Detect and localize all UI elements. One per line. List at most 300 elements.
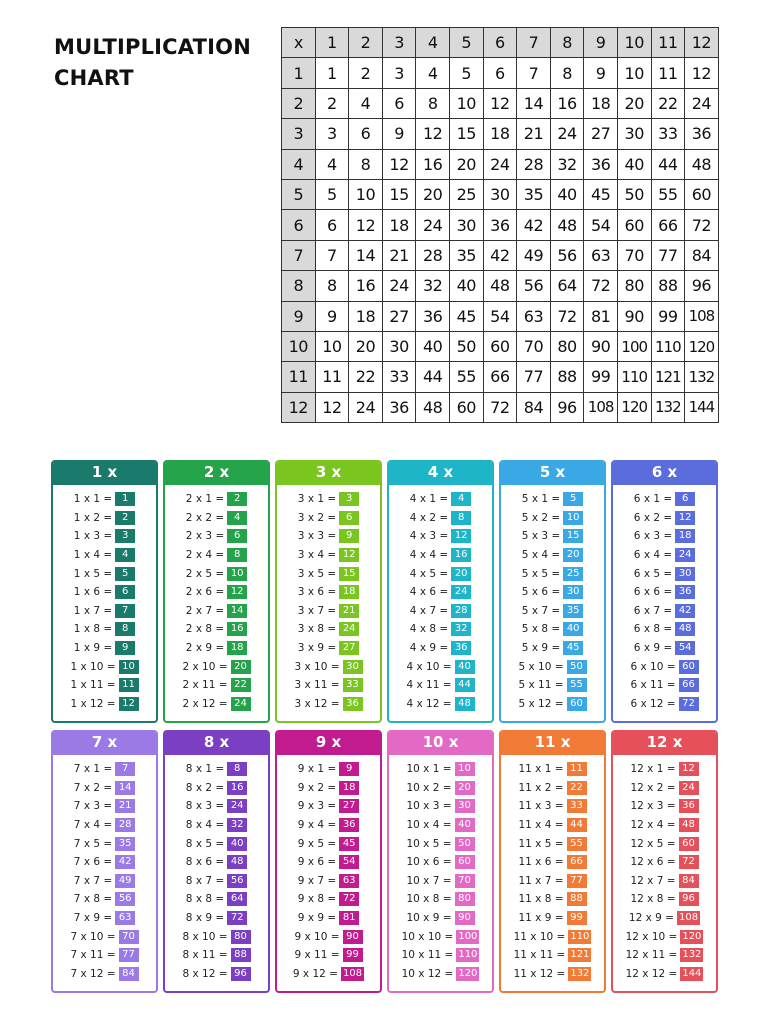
grid-product-cell: 24 bbox=[382, 271, 416, 301]
grid-product-cell: 32 bbox=[416, 271, 450, 301]
equation-text: 10 x 11 = bbox=[401, 949, 454, 962]
grid-product-cell: 27 bbox=[382, 301, 416, 331]
answer-badge: 11 bbox=[567, 762, 587, 776]
equation-row bbox=[277, 695, 380, 714]
grid-product-cell: 80 bbox=[550, 331, 584, 361]
answer-badge: 24 bbox=[679, 781, 699, 795]
answer-badge: 55 bbox=[567, 837, 587, 851]
equation-text: 6 x 8 = bbox=[633, 623, 673, 636]
equation-row bbox=[277, 834, 380, 853]
grid-product-cell: 24 bbox=[483, 149, 517, 179]
grid-column-header: 2 bbox=[349, 28, 383, 58]
equation-row bbox=[613, 620, 716, 639]
equation-text: 1 x 5 = bbox=[73, 567, 113, 580]
equation-row bbox=[501, 695, 604, 714]
equation-text: 6 x 10 = bbox=[630, 660, 676, 673]
times-table-card-8 bbox=[163, 730, 270, 993]
equation-text: 1 x 6 = bbox=[73, 586, 113, 599]
equation-row bbox=[165, 657, 268, 676]
grid-product-cell: 80 bbox=[617, 271, 651, 301]
equation-row bbox=[389, 564, 492, 583]
answer-badge: 8 bbox=[227, 548, 247, 562]
equation-row bbox=[501, 834, 604, 853]
times-table-card-7 bbox=[51, 730, 158, 993]
grid-row-header: 9 bbox=[282, 301, 316, 331]
grid-product-cell: 48 bbox=[416, 392, 450, 422]
grid-product-cell: 66 bbox=[483, 362, 517, 392]
equation-text: 3 x 5 = bbox=[297, 567, 337, 580]
equation-text: 3 x 2 = bbox=[297, 511, 337, 524]
equation-row bbox=[501, 639, 604, 658]
answer-badge: 3 bbox=[115, 529, 135, 543]
card-equation-list bbox=[501, 485, 604, 713]
answer-badge: 120 bbox=[458, 967, 478, 979]
grid-product-cell: 72 bbox=[685, 210, 719, 240]
equation-row bbox=[389, 779, 492, 798]
equation-row bbox=[613, 695, 716, 714]
grid-row bbox=[282, 331, 719, 361]
equation-text: 7 x 11 = bbox=[70, 949, 116, 962]
equation-text: 12 x 10 = bbox=[625, 930, 678, 943]
equation-text: 6 x 6 = bbox=[633, 586, 673, 599]
grid-product-cell: 132 bbox=[651, 392, 685, 422]
grid-product-cell: 88 bbox=[651, 271, 685, 301]
answer-badge: 12 bbox=[679, 762, 699, 776]
times-table-card-12 bbox=[611, 730, 718, 993]
equation-row bbox=[277, 890, 380, 909]
answer-badge: 14 bbox=[115, 781, 135, 795]
answer-badge: 42 bbox=[115, 855, 135, 869]
equation-text: 4 x 2 = bbox=[409, 511, 449, 524]
equation-row bbox=[613, 927, 716, 946]
card-header: 6 x bbox=[611, 460, 718, 485]
equation-row bbox=[389, 583, 492, 602]
grid-product-cell: 32 bbox=[550, 149, 584, 179]
answer-badge: 2 bbox=[227, 492, 247, 506]
equation-row bbox=[613, 779, 716, 798]
multiplication-grid bbox=[281, 27, 719, 423]
answer-badge: 10 bbox=[563, 511, 583, 525]
answer-badge: 11 bbox=[119, 678, 139, 692]
equation-text: 6 x 12 = bbox=[630, 697, 676, 710]
answer-badge: 80 bbox=[455, 892, 475, 906]
answer-badge: 54 bbox=[339, 855, 359, 869]
equation-row bbox=[501, 779, 604, 798]
equation-text: 1 x 11 = bbox=[70, 679, 116, 692]
equation-text: 6 x 5 = bbox=[633, 567, 673, 580]
card-equation-list bbox=[165, 485, 268, 713]
card-header: 10 x bbox=[387, 730, 494, 755]
equation-text: 6 x 7 = bbox=[633, 604, 673, 617]
card-equation-list bbox=[165, 755, 268, 983]
grid-product-cell: 10 bbox=[315, 331, 349, 361]
equation-text: 12 x 7 = bbox=[630, 874, 676, 887]
grid-product-cell: 12 bbox=[685, 58, 719, 88]
answer-badge: 3 bbox=[339, 492, 359, 506]
equation-text: 2 x 11 = bbox=[182, 679, 228, 692]
answer-badge: 20 bbox=[455, 781, 475, 795]
equation-text: 5 x 8 = bbox=[521, 623, 561, 636]
card-header: 8 x bbox=[163, 730, 270, 755]
grid-product-cell: 8 bbox=[550, 58, 584, 88]
grid-product-cell: 70 bbox=[517, 331, 551, 361]
equation-row bbox=[613, 657, 716, 676]
times-table-card-5 bbox=[499, 460, 606, 723]
answer-badge: 24 bbox=[451, 585, 471, 599]
equation-row bbox=[389, 872, 492, 891]
answer-badge: 33 bbox=[567, 799, 587, 813]
equation-row bbox=[613, 546, 716, 565]
equation-row bbox=[165, 490, 268, 509]
answer-badge: 6 bbox=[115, 585, 135, 599]
title-line-2: CHART bbox=[54, 66, 134, 90]
equation-row bbox=[53, 602, 156, 621]
equation-row bbox=[613, 834, 716, 853]
equation-row bbox=[501, 509, 604, 528]
equation-row bbox=[165, 946, 268, 965]
equation-text: 9 x 6 = bbox=[297, 856, 337, 869]
grid-product-cell: 60 bbox=[617, 210, 651, 240]
equation-row bbox=[277, 564, 380, 583]
equation-row bbox=[613, 564, 716, 583]
equation-text: 12 x 6 = bbox=[630, 856, 676, 869]
equation-text: 7 x 2 = bbox=[73, 781, 113, 794]
answer-badge: 5 bbox=[563, 492, 583, 506]
equation-row bbox=[389, 620, 492, 639]
equation-text: 4 x 3 = bbox=[409, 530, 449, 543]
grid-column-header: 5 bbox=[449, 28, 483, 58]
grid-row-header: 3 bbox=[282, 119, 316, 149]
grid-product-cell: 84 bbox=[517, 392, 551, 422]
equation-text: 12 x 5 = bbox=[630, 837, 676, 850]
equation-row bbox=[389, 639, 492, 658]
equation-text: 11 x 11 = bbox=[513, 949, 566, 962]
equation-row bbox=[613, 816, 716, 835]
equation-row bbox=[53, 657, 156, 676]
answer-badge: 88 bbox=[231, 948, 251, 962]
equation-text: 7 x 5 = bbox=[73, 837, 113, 850]
grid-product-cell: 49 bbox=[517, 240, 551, 270]
equation-text: 12 x 8 = bbox=[630, 893, 676, 906]
equation-row bbox=[501, 816, 604, 835]
equation-row bbox=[501, 965, 604, 984]
grid-product-cell: 110 bbox=[651, 331, 685, 361]
grid-product-cell: 45 bbox=[449, 301, 483, 331]
grid-product-cell: 77 bbox=[651, 240, 685, 270]
answer-badge: 80 bbox=[231, 930, 251, 944]
grid-product-cell: 10 bbox=[349, 179, 383, 209]
grid-product-cell: 4 bbox=[349, 88, 383, 118]
answer-badge: 36 bbox=[343, 697, 363, 711]
grid-column-header: 7 bbox=[517, 28, 551, 58]
grid-product-cell: 18 bbox=[483, 119, 517, 149]
grid-product-cell: 18 bbox=[349, 301, 383, 331]
grid-row bbox=[282, 119, 719, 149]
grid-product-cell: 12 bbox=[416, 119, 450, 149]
answer-badge: 70 bbox=[119, 930, 139, 944]
equation-row bbox=[165, 509, 268, 528]
answer-badge: 35 bbox=[563, 604, 583, 618]
equation-row bbox=[165, 676, 268, 695]
grid-row-header: 2 bbox=[282, 88, 316, 118]
equation-row bbox=[53, 564, 156, 583]
answer-badge: 42 bbox=[675, 604, 695, 618]
equation-text: 4 x 8 = bbox=[409, 623, 449, 636]
grid-product-cell: 6 bbox=[315, 210, 349, 240]
card-equation-list bbox=[277, 485, 380, 713]
equation-row bbox=[277, 602, 380, 621]
answer-badge: 72 bbox=[679, 855, 699, 869]
equation-row bbox=[501, 490, 604, 509]
equation-text: 7 x 9 = bbox=[73, 912, 113, 925]
answer-badge: 54 bbox=[675, 641, 695, 655]
equation-text: 3 x 10 = bbox=[294, 660, 340, 673]
card-equation-list bbox=[53, 755, 156, 983]
equation-text: 8 x 12 = bbox=[182, 967, 228, 980]
answer-badge: 72 bbox=[679, 697, 699, 711]
answer-badge: 22 bbox=[231, 678, 251, 692]
equation-text: 11 x 12 = bbox=[513, 967, 566, 980]
answer-badge: 121 bbox=[570, 949, 590, 961]
equation-row bbox=[613, 490, 716, 509]
answer-badge: 72 bbox=[227, 911, 247, 925]
equation-row bbox=[165, 853, 268, 872]
grid-row-header: 11 bbox=[282, 362, 316, 392]
equation-text: 10 x 12 = bbox=[401, 967, 454, 980]
equation-row bbox=[53, 853, 156, 872]
answer-badge: 84 bbox=[119, 967, 139, 981]
answer-badge: 44 bbox=[455, 678, 475, 692]
equation-row bbox=[165, 872, 268, 891]
card-header: 4 x bbox=[387, 460, 494, 485]
equation-row bbox=[165, 927, 268, 946]
equation-text: 8 x 6 = bbox=[185, 856, 225, 869]
equation-row bbox=[613, 890, 716, 909]
equation-row bbox=[501, 853, 604, 872]
equation-text: 1 x 4 = bbox=[73, 549, 113, 562]
equation-row bbox=[501, 564, 604, 583]
equation-row bbox=[389, 546, 492, 565]
grid-product-cell: 66 bbox=[651, 210, 685, 240]
equation-row bbox=[389, 853, 492, 872]
equation-text: 3 x 4 = bbox=[297, 549, 337, 562]
equation-row bbox=[389, 909, 492, 928]
equation-text: 7 x 10 = bbox=[70, 930, 116, 943]
equation-text: 8 x 8 = bbox=[185, 893, 225, 906]
equation-row bbox=[389, 965, 492, 984]
equation-row bbox=[53, 779, 156, 798]
answer-badge: 66 bbox=[567, 855, 587, 869]
equation-row bbox=[389, 927, 492, 946]
answer-badge: 8 bbox=[115, 622, 135, 636]
equation-text: 10 x 1 = bbox=[406, 763, 452, 776]
grid-product-cell: 4 bbox=[315, 149, 349, 179]
equation-text: 7 x 8 = bbox=[73, 893, 113, 906]
equation-row bbox=[613, 583, 716, 602]
answer-badge: 4 bbox=[451, 492, 471, 506]
grid-header-row bbox=[282, 28, 719, 58]
equation-text: 3 x 1 = bbox=[297, 493, 337, 506]
equation-row bbox=[613, 527, 716, 546]
grid-product-cell: 9 bbox=[382, 119, 416, 149]
equation-text: 9 x 12 = bbox=[292, 967, 338, 980]
answer-badge: 15 bbox=[339, 567, 359, 581]
grid-product-cell: 81 bbox=[584, 301, 618, 331]
grid-product-cell: 60 bbox=[685, 179, 719, 209]
answer-badge: 81 bbox=[339, 911, 359, 925]
answer-badge: 110 bbox=[570, 930, 590, 942]
grid-product-cell: 3 bbox=[315, 119, 349, 149]
grid-product-cell: 35 bbox=[517, 179, 551, 209]
equation-text: 4 x 6 = bbox=[409, 586, 449, 599]
answer-badge: 96 bbox=[679, 892, 699, 906]
equation-text: 2 x 2 = bbox=[185, 511, 225, 524]
grid-product-cell: 7 bbox=[315, 240, 349, 270]
grid-product-cell: 11 bbox=[651, 58, 685, 88]
grid-product-cell: 30 bbox=[382, 331, 416, 361]
answer-badge: 30 bbox=[455, 799, 475, 813]
equation-text: 5 x 7 = bbox=[521, 604, 561, 617]
grid-product-cell: 84 bbox=[685, 240, 719, 270]
equation-text: 6 x 1 = bbox=[633, 493, 673, 506]
card-equation-list bbox=[613, 755, 716, 983]
card-equation-list bbox=[613, 485, 716, 713]
grid-product-cell: 8 bbox=[349, 149, 383, 179]
equation-text: 9 x 5 = bbox=[297, 837, 337, 850]
answer-badge: 64 bbox=[227, 892, 247, 906]
equation-text: 9 x 9 = bbox=[297, 912, 337, 925]
grid-product-cell: 44 bbox=[651, 149, 685, 179]
equation-row bbox=[53, 834, 156, 853]
equation-text: 6 x 9 = bbox=[633, 642, 673, 655]
card-header: 3 x bbox=[275, 460, 382, 485]
answer-badge: 66 bbox=[679, 678, 699, 692]
equation-row bbox=[277, 965, 380, 984]
answer-badge: 40 bbox=[455, 660, 475, 674]
grid-product-cell: 72 bbox=[550, 301, 584, 331]
grid-product-cell: 45 bbox=[584, 179, 618, 209]
equation-text: 1 x 1 = bbox=[73, 493, 113, 506]
grid-product-cell: 99 bbox=[651, 301, 685, 331]
equation-row bbox=[165, 890, 268, 909]
answer-badge: 35 bbox=[115, 837, 135, 851]
equation-text: 10 x 10 = bbox=[401, 930, 454, 943]
equation-row bbox=[165, 797, 268, 816]
equation-row bbox=[389, 509, 492, 528]
answer-badge: 48 bbox=[227, 855, 247, 869]
equation-row bbox=[53, 816, 156, 835]
times-table-card-6 bbox=[611, 460, 718, 723]
answer-badge: 24 bbox=[675, 548, 695, 562]
grid-row-header: 5 bbox=[282, 179, 316, 209]
grid-product-cell: 12 bbox=[483, 88, 517, 118]
answer-badge: 10 bbox=[119, 660, 139, 674]
equation-text: 1 x 2 = bbox=[73, 511, 113, 524]
equation-text: 5 x 1 = bbox=[521, 493, 561, 506]
equation-text: 1 x 8 = bbox=[73, 623, 113, 636]
equation-text: 7 x 7 = bbox=[73, 874, 113, 887]
equation-row bbox=[613, 676, 716, 695]
grid-product-cell: 20 bbox=[416, 179, 450, 209]
answer-badge: 24 bbox=[231, 697, 251, 711]
equation-text: 9 x 8 = bbox=[297, 893, 337, 906]
equation-text: 11 x 8 = bbox=[518, 893, 564, 906]
grid-product-cell: 12 bbox=[315, 392, 349, 422]
equation-text: 12 x 9 = bbox=[628, 912, 674, 925]
equation-text: 3 x 3 = bbox=[297, 530, 337, 543]
answer-badge: 63 bbox=[115, 911, 135, 925]
grid-row bbox=[282, 210, 719, 240]
equation-row bbox=[613, 872, 716, 891]
answer-badge: 24 bbox=[227, 799, 247, 813]
grid-product-cell: 42 bbox=[517, 210, 551, 240]
equation-row bbox=[53, 695, 156, 714]
answer-badge: 48 bbox=[675, 622, 695, 636]
grid-product-cell: 24 bbox=[550, 119, 584, 149]
equation-row bbox=[165, 816, 268, 835]
equation-row bbox=[389, 676, 492, 695]
equation-text: 1 x 9 = bbox=[73, 642, 113, 655]
equation-row bbox=[165, 779, 268, 798]
equation-row bbox=[389, 527, 492, 546]
equation-row bbox=[53, 872, 156, 891]
equation-text: 9 x 7 = bbox=[297, 874, 337, 887]
grid-product-cell: 36 bbox=[416, 301, 450, 331]
equation-text: 12 x 11 = bbox=[625, 949, 678, 962]
equation-text: 12 x 3 = bbox=[630, 800, 676, 813]
answer-badge: 27 bbox=[339, 641, 359, 655]
grid-product-cell: 60 bbox=[483, 331, 517, 361]
equation-row bbox=[165, 583, 268, 602]
equation-text: 3 x 11 = bbox=[294, 679, 340, 692]
equation-text: 4 x 12 = bbox=[406, 697, 452, 710]
answer-badge: 60 bbox=[567, 697, 587, 711]
answer-badge: 12 bbox=[119, 697, 139, 711]
equation-text: 3 x 7 = bbox=[297, 604, 337, 617]
equation-text: 8 x 11 = bbox=[182, 949, 228, 962]
answer-badge: 60 bbox=[679, 660, 699, 674]
answer-badge: 20 bbox=[451, 567, 471, 581]
equation-row bbox=[165, 639, 268, 658]
answer-badge: 100 bbox=[458, 930, 478, 942]
grid-product-cell: 120 bbox=[685, 331, 719, 361]
equation-text: 10 x 7 = bbox=[406, 874, 452, 887]
answer-badge: 9 bbox=[339, 529, 359, 543]
answer-badge: 5 bbox=[115, 567, 135, 581]
answer-badge: 56 bbox=[115, 892, 135, 906]
grid-row-header: 12 bbox=[282, 392, 316, 422]
grid-product-cell: 21 bbox=[517, 119, 551, 149]
card-header: 5 x bbox=[499, 460, 606, 485]
answer-badge: 15 bbox=[563, 529, 583, 543]
equation-row bbox=[389, 657, 492, 676]
grid-product-cell: 36 bbox=[382, 392, 416, 422]
equation-text: 2 x 7 = bbox=[185, 604, 225, 617]
equation-row bbox=[277, 872, 380, 891]
equation-row bbox=[165, 909, 268, 928]
equation-text: 8 x 7 = bbox=[185, 874, 225, 887]
answer-badge: 40 bbox=[455, 818, 475, 832]
equation-row bbox=[165, 695, 268, 714]
answer-badge: 21 bbox=[339, 604, 359, 618]
equation-text: 11 x 9 = bbox=[518, 912, 564, 925]
grid-product-cell: 40 bbox=[416, 331, 450, 361]
equation-text: 10 x 4 = bbox=[406, 819, 452, 832]
equation-text: 11 x 5 = bbox=[518, 837, 564, 850]
equation-row bbox=[277, 527, 380, 546]
grid-row bbox=[282, 301, 719, 331]
equation-row bbox=[389, 797, 492, 816]
